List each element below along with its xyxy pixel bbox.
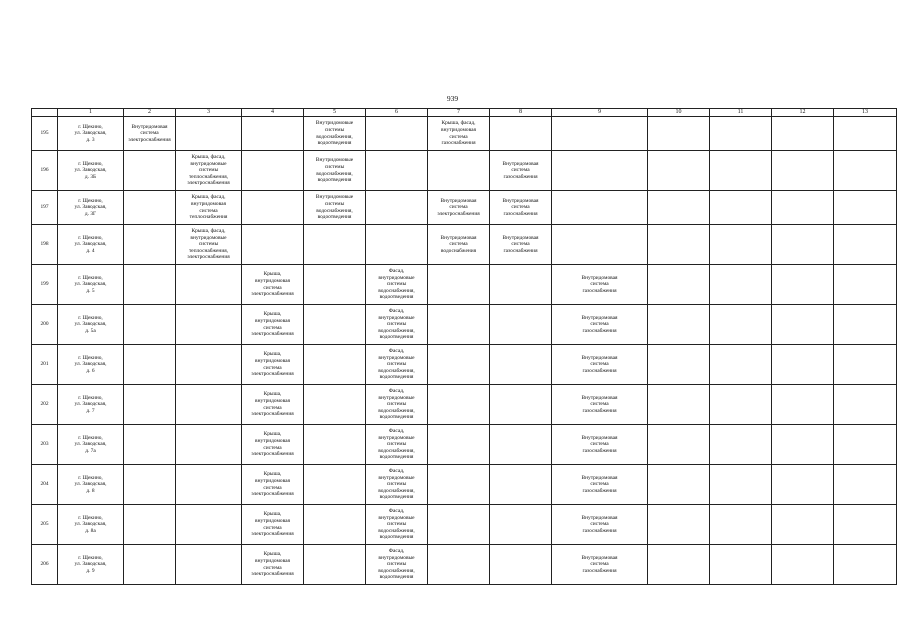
work-cell: Внутридомовая система газоснабжения [490, 151, 552, 191]
page-number: 939 [446, 94, 459, 103]
work-cell [710, 385, 772, 425]
work-cell [552, 117, 648, 151]
work-cell [552, 225, 648, 265]
work-cell: Фасад, внутридомовые системы водоснабжения, водоотведения [366, 465, 428, 505]
work-cell [772, 225, 834, 265]
work-cell: Крыша, фасад, внутридомовые системы теплоснабжения, электроснабжения [176, 225, 242, 265]
work-cell [834, 385, 897, 425]
work-cell [124, 265, 176, 305]
row-number-cell: 201 [32, 345, 58, 385]
work-cell [242, 117, 304, 151]
work-cell: Фасад, внутридомовые системы водоснабжения, водоотведения [366, 545, 428, 585]
table-row [32, 345, 897, 385]
header-cell: 3 [176, 109, 242, 117]
work-cell [304, 505, 366, 545]
work-cell [490, 117, 552, 151]
work-cell [490, 305, 552, 345]
work-cell [428, 505, 490, 545]
work-cell [366, 151, 428, 191]
work-cell [124, 305, 176, 345]
work-cell [834, 465, 897, 505]
row-number-cell: 199 [32, 265, 58, 305]
table-row [32, 465, 897, 505]
work-cell [428, 425, 490, 465]
address-cell: г. Щекино, ул. Заводская, д. 5 [58, 265, 124, 305]
work-cell: Крыша, внутридомовая система электроснабжения [242, 345, 304, 385]
work-cell: Крыша, внутридомовая система электроснабжения [242, 385, 304, 425]
work-cell [834, 305, 897, 345]
work-cell [648, 305, 710, 345]
work-cell [648, 191, 710, 225]
work-cell [772, 385, 834, 425]
work-cell [176, 385, 242, 425]
row-number-cell: 198 [32, 225, 58, 265]
work-cell [304, 545, 366, 585]
work-cell [124, 345, 176, 385]
row-number-cell: 200 [32, 305, 58, 345]
table-body [32, 109, 897, 585]
work-cell [648, 265, 710, 305]
work-cell [710, 545, 772, 585]
work-cell [710, 151, 772, 191]
work-cell: Фасад, внутридомовые системы водоснабжения, водоотведения [366, 265, 428, 305]
work-cell [304, 345, 366, 385]
work-cell [834, 117, 897, 151]
work-cell [552, 151, 648, 191]
work-cell: Внутридомовые системы водоснабжения, водоотведения [304, 191, 366, 225]
work-cell [490, 505, 552, 545]
work-cell [772, 345, 834, 385]
work-cell [710, 345, 772, 385]
work-cell: Крыша, внутридомовая система электроснабжения [242, 505, 304, 545]
work-cell [428, 385, 490, 425]
work-cell [124, 191, 176, 225]
address-cell: г. Щекино, ул. Заводская, д. 3 [58, 117, 124, 151]
header-cell: 10 [648, 109, 710, 117]
header-cell: 12 [772, 109, 834, 117]
work-cell [648, 545, 710, 585]
work-cell [242, 151, 304, 191]
work-cell: Внутридомовые системы водоснабжения, водоотведения [304, 151, 366, 191]
row-number-cell: 204 [32, 465, 58, 505]
work-cell [176, 545, 242, 585]
address-cell: г. Щекино, ул. Заводская, д. 7 [58, 385, 124, 425]
work-cell: Крыша, фасад, внутридомовая система теплоснабжения [176, 191, 242, 225]
work-cell [772, 465, 834, 505]
work-cell [710, 505, 772, 545]
work-cell [648, 505, 710, 545]
work-cell: Крыша, фасад, внутридомовые системы теплоснабжения, электроснабжения [176, 151, 242, 191]
work-cell: Крыша, внутридомовая система электроснабжения [242, 545, 304, 585]
address-cell: г. Щекино, ул. Заводская, д. 3Г [58, 191, 124, 225]
table-row [32, 265, 897, 305]
work-cell [176, 265, 242, 305]
work-cell [428, 345, 490, 385]
work-cell [772, 151, 834, 191]
work-cell: Внутридомовая система газоснабжения [552, 425, 648, 465]
work-cell: Крыша, фасад, внутридомовая система газоснабжения [428, 117, 490, 151]
work-cell [176, 425, 242, 465]
work-cell [428, 465, 490, 505]
work-cell [124, 225, 176, 265]
work-cell [710, 117, 772, 151]
work-cell [772, 505, 834, 545]
work-cell: Внутридомовая система водоснабжения [428, 225, 490, 265]
address-cell: г. Щекино, ул. Заводская, д. 6 [58, 345, 124, 385]
work-cell [710, 191, 772, 225]
work-cell: Внутридомовая система газоснабжения [552, 345, 648, 385]
work-cell [124, 425, 176, 465]
work-cell [366, 225, 428, 265]
work-cell: Внутридомовые системы водоснабжения, водоотведения [304, 117, 366, 151]
row-number-cell: 205 [32, 505, 58, 545]
work-cell [176, 305, 242, 345]
work-cell: Внутридомовая система газоснабжения [552, 305, 648, 345]
work-cell [304, 305, 366, 345]
work-cell [648, 425, 710, 465]
work-cell [710, 225, 772, 265]
work-cell: Фасад, внутридомовые системы водоснабжения, водоотведения [366, 305, 428, 345]
work-cell [710, 425, 772, 465]
work-cell [176, 345, 242, 385]
work-cell [648, 465, 710, 505]
work-cell [648, 151, 710, 191]
work-cell [772, 117, 834, 151]
row-number-cell: 197 [32, 191, 58, 225]
address-cell: г. Щекино, ул. Заводская, д. 7а [58, 425, 124, 465]
work-cell: Фасад, внутридомовые системы водоснабжения, водоотведения [366, 425, 428, 465]
work-cell: Крыша, внутридомовая система электроснабжения [242, 465, 304, 505]
row-number-cell: 202 [32, 385, 58, 425]
header-cell: 9 [552, 109, 648, 117]
work-cell [710, 305, 772, 345]
header-cell: 4 [242, 109, 304, 117]
row-number-cell: 203 [32, 425, 58, 465]
work-cell [176, 465, 242, 505]
work-cell: Внутридомовая система газоснабжения [552, 545, 648, 585]
row-number-cell: 195 [32, 117, 58, 151]
work-cell: Фасад, внутридомовые системы водоснабжения, водоотведения [366, 385, 428, 425]
work-cell [834, 265, 897, 305]
header-cell: 6 [366, 109, 428, 117]
work-cell [304, 425, 366, 465]
work-cell [304, 385, 366, 425]
work-cell: Внутридомовая система газоснабжения [552, 505, 648, 545]
work-cell: Внутридомовая система газоснабжения [552, 265, 648, 305]
work-cell [124, 151, 176, 191]
address-cell: г. Щекино, ул. Заводская, д. 8 [58, 465, 124, 505]
table-row [32, 505, 897, 545]
table-row [32, 191, 897, 225]
table-row [32, 117, 897, 151]
table-row [32, 545, 897, 585]
work-cell [176, 505, 242, 545]
work-cell [648, 225, 710, 265]
work-cell [490, 345, 552, 385]
work-cell [242, 191, 304, 225]
work-cell: Внутридомовая система газоснабжения [552, 385, 648, 425]
work-cell: Внутридомовая система газоснабжения [490, 225, 552, 265]
work-cell: Внутридомовая система газоснабжения [552, 465, 648, 505]
table-row [32, 151, 897, 191]
work-cell [428, 545, 490, 585]
repair-schedule-table [31, 108, 897, 585]
work-cell [304, 225, 366, 265]
row-number-cell: 196 [32, 151, 58, 191]
header-cell: 13 [834, 109, 897, 117]
table-row [32, 425, 897, 465]
work-cell [242, 225, 304, 265]
column-number-row [32, 109, 897, 117]
work-cell [124, 465, 176, 505]
work-cell [772, 305, 834, 345]
work-cell [710, 465, 772, 505]
work-cell: Крыша, внутридомовая система электроснабжения [242, 305, 304, 345]
work-cell [772, 265, 834, 305]
header-cell: 8 [490, 109, 552, 117]
address-cell: г. Щекино, ул. Заводская, д. 3Б [58, 151, 124, 191]
work-cell [304, 265, 366, 305]
header-cell [32, 109, 58, 117]
address-cell: г. Щекино, ул. Заводская, д. 8а [58, 505, 124, 545]
address-cell: г. Щекино, ул. Заводская, д. 5а [58, 305, 124, 345]
work-cell: Фасад, внутридомовые системы водоснабжения, водоотведения [366, 345, 428, 385]
work-cell [834, 425, 897, 465]
work-cell [648, 345, 710, 385]
work-cell [710, 265, 772, 305]
work-cell: Внутридомовая система электроснабжения [124, 117, 176, 151]
table-row [32, 225, 897, 265]
work-cell [124, 545, 176, 585]
work-cell: Крыша, внутридомовая система электроснабжения [242, 265, 304, 305]
work-cell [772, 425, 834, 465]
work-cell [834, 151, 897, 191]
work-cell [490, 545, 552, 585]
work-cell [366, 117, 428, 151]
address-cell: г. Щекино, ул. Заводская, д. 9 [58, 545, 124, 585]
address-cell: г. Щекино, ул. Заводская, д. 4 [58, 225, 124, 265]
work-cell [428, 305, 490, 345]
work-cell: Крыша, внутридомовая система электроснабжения [242, 425, 304, 465]
work-cell [124, 505, 176, 545]
work-cell: Фасад, внутридомовые системы водоснабжения, водоотведения [366, 505, 428, 545]
work-cell [124, 385, 176, 425]
work-cell: Внутридомовая система газоснабжения [490, 191, 552, 225]
work-cell [552, 191, 648, 225]
header-cell: 5 [304, 109, 366, 117]
work-cell [490, 465, 552, 505]
work-cell [304, 465, 366, 505]
header-cell: 7 [428, 109, 490, 117]
work-cell [428, 265, 490, 305]
work-cell [834, 505, 897, 545]
work-cell [648, 117, 710, 151]
work-cell [366, 191, 428, 225]
work-cell: Внутридомовая система электроснабжения [428, 191, 490, 225]
work-cell [834, 191, 897, 225]
work-cell [648, 385, 710, 425]
work-cell [772, 191, 834, 225]
work-cell [490, 385, 552, 425]
work-cell [176, 117, 242, 151]
table-row [32, 385, 897, 425]
work-cell [490, 265, 552, 305]
header-cell: 11 [710, 109, 772, 117]
work-cell [834, 345, 897, 385]
work-cell [834, 545, 897, 585]
work-cell [834, 225, 897, 265]
row-number-cell: 206 [32, 545, 58, 585]
header-cell: 2 [124, 109, 176, 117]
table-row [32, 305, 897, 345]
header-cell: 1 [58, 109, 124, 117]
work-cell [772, 545, 834, 585]
work-cell [428, 151, 490, 191]
work-cell [490, 425, 552, 465]
